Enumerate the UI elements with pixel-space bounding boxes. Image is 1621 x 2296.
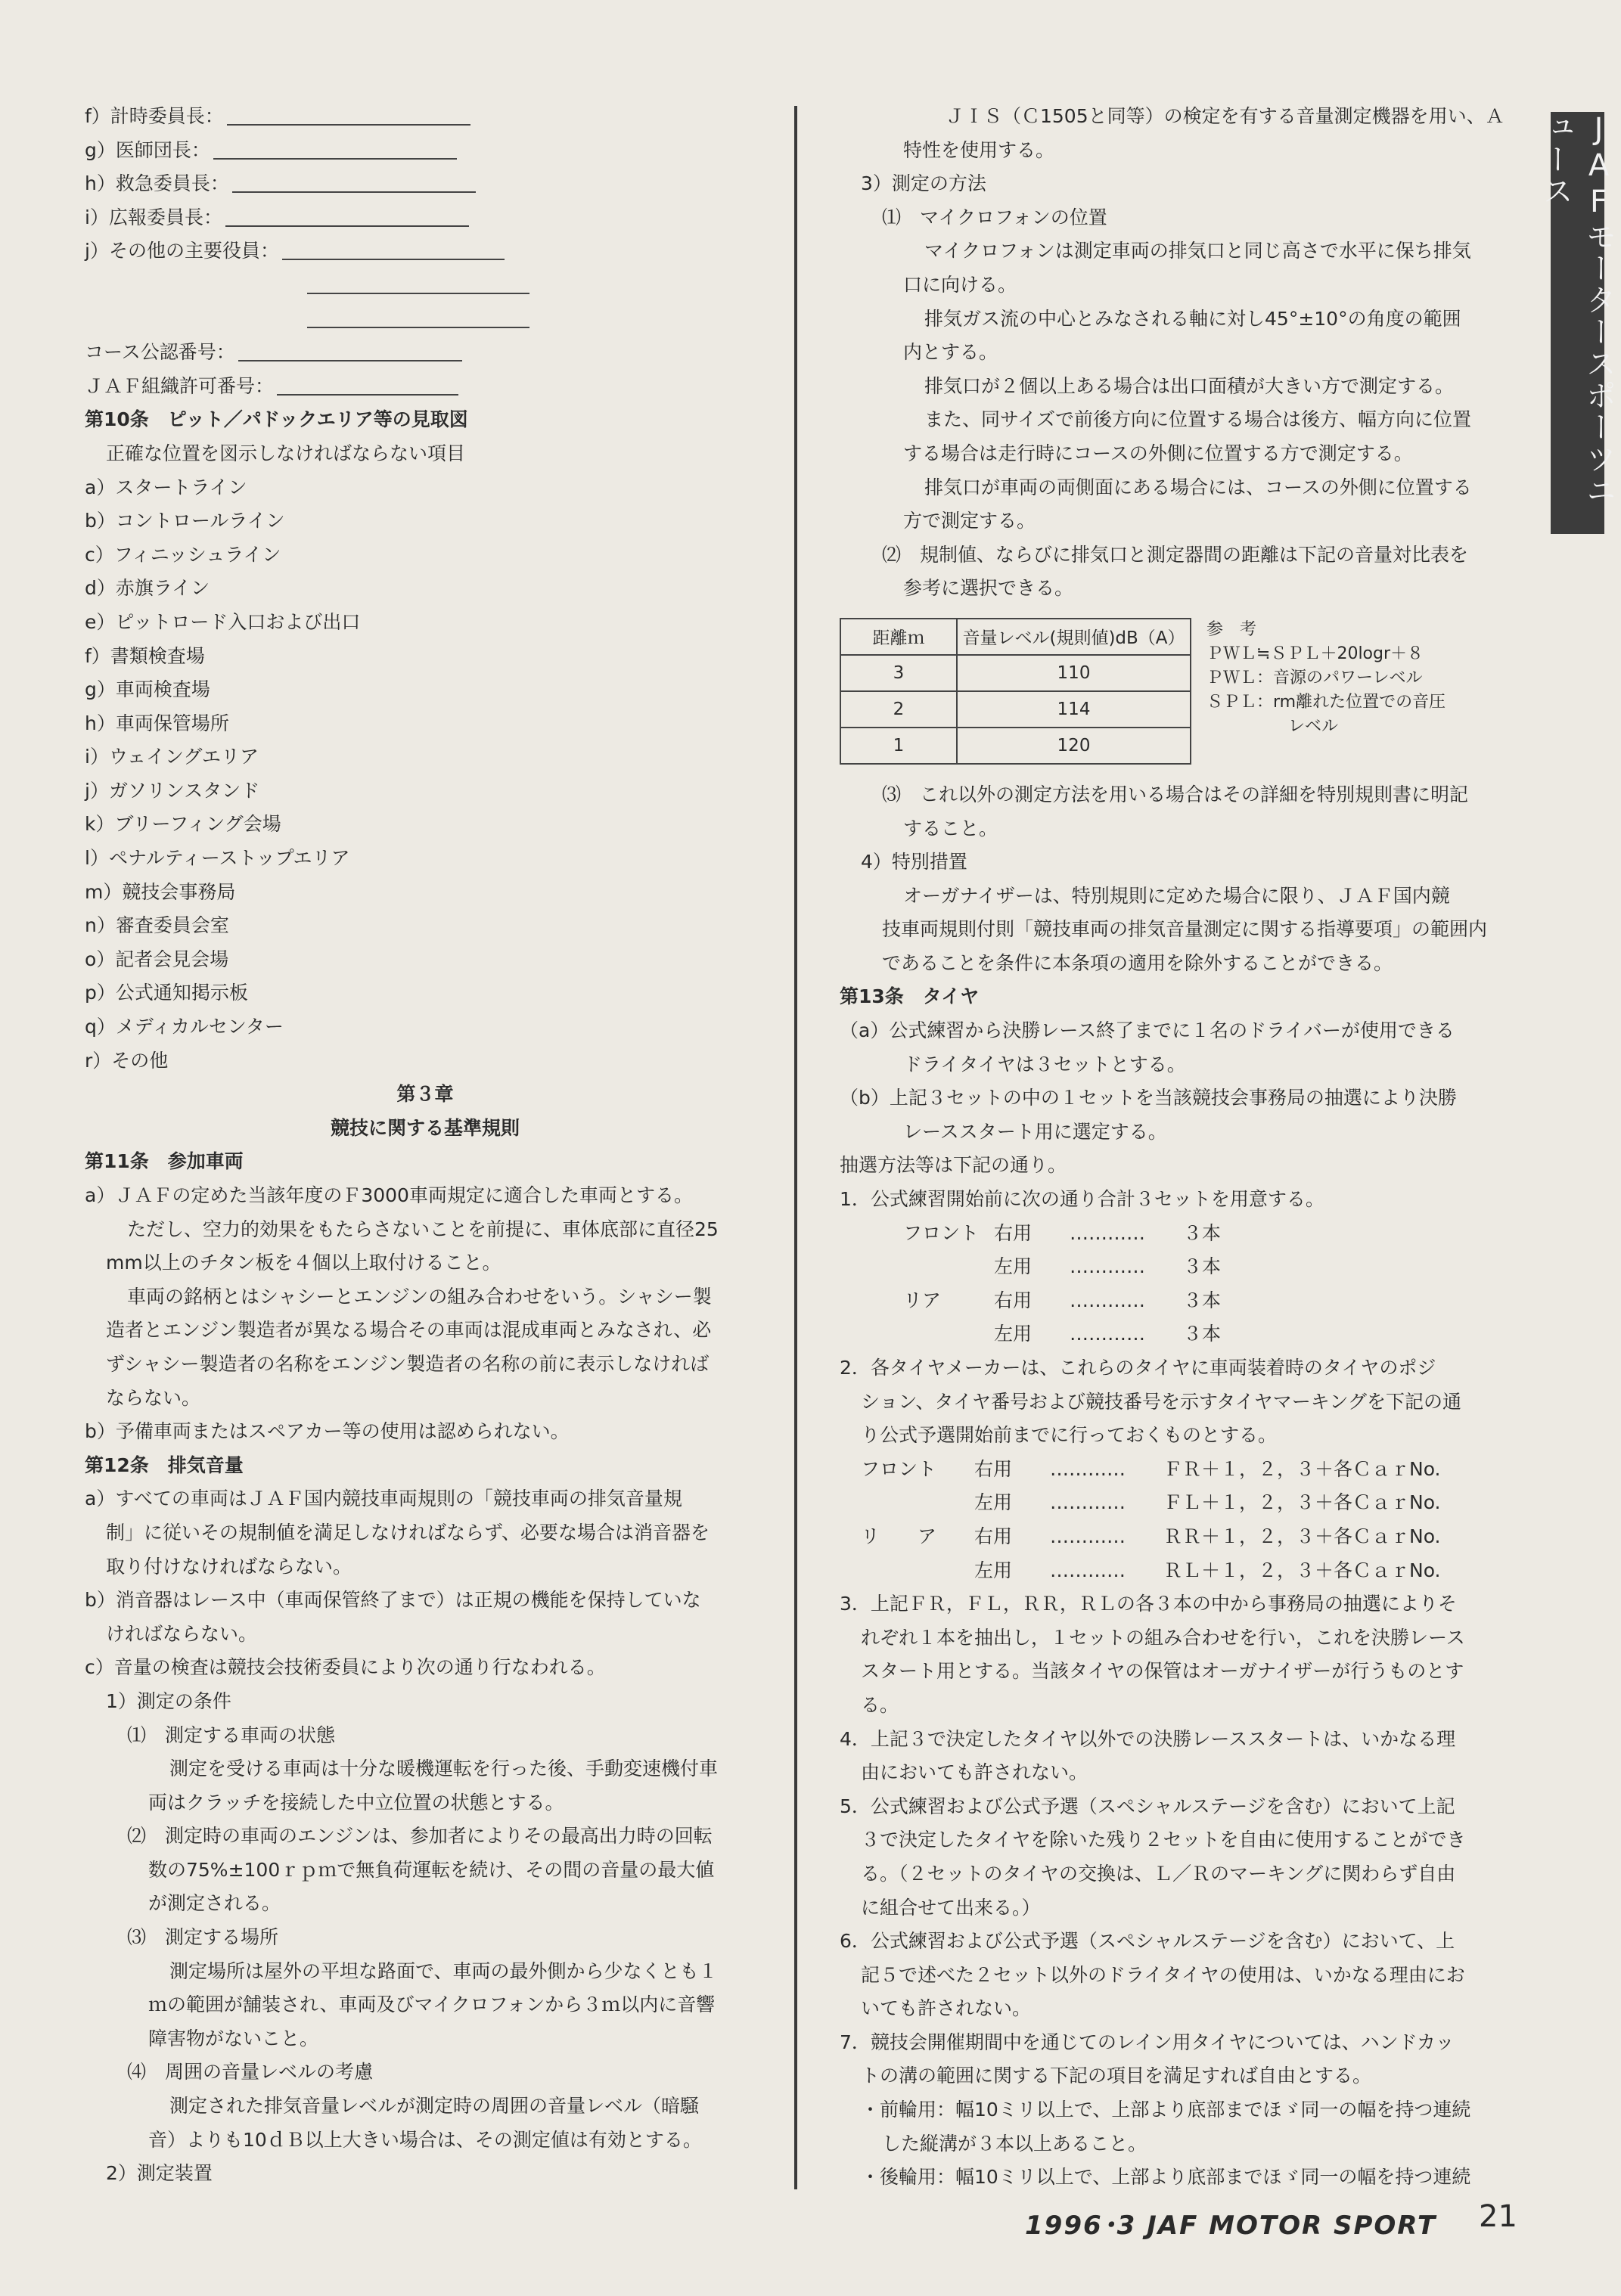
chapter-number: 第３章 xyxy=(396,1083,454,1106)
marking-row: フロント 右用 ………… ＦＲ＋１，２，３＋各ＣａｒNo. xyxy=(861,1457,1441,1480)
text-line: ⑵ 規制値、ならびに排気口と測定器間の距離は下記の音量対比表を xyxy=(882,543,1469,566)
table-header-cell: 距離ｍ xyxy=(840,619,957,655)
table-cell: 110 xyxy=(957,655,1191,691)
list-item: f）書類検査場 xyxy=(85,644,205,667)
text-line: ずシャシー製造者の名称をエンジン製造者の名称の前に表示しなければ xyxy=(106,1352,710,1375)
list-item: g）車両検査場 xyxy=(85,678,210,701)
text-line: 排気ガス流の中心とみなされる軸に対し45°±10°の角度の範囲 xyxy=(924,307,1461,330)
table-cell: 1 xyxy=(840,728,957,764)
text-line: c）音量の検査は競技会技術委員により次の通り行なわれる。 xyxy=(85,1656,606,1679)
article-12-title: 第12条 排気音量 xyxy=(85,1454,244,1476)
marking-row: 左用 ………… ＦＬ＋１，２，３＋各ＣａｒNo. xyxy=(974,1491,1441,1514)
blank-line xyxy=(227,104,470,126)
blank-line xyxy=(238,340,462,361)
text-line: ⑶ 測定する場所 xyxy=(127,1926,279,1949)
text-line: 特性を使用する。 xyxy=(903,138,1055,161)
text-line: 3）測定の方法 xyxy=(861,172,986,195)
note-line: レベル xyxy=(1288,716,1339,736)
tire-set-row: 左用 ………… ３本 xyxy=(994,1323,1222,1345)
article-10-intro: 正確な位置を図示しなければならない項目 xyxy=(106,442,466,464)
org-permit-line: ＪＡＦ組織許可番号： xyxy=(85,370,765,404)
text-line: る。 xyxy=(861,1693,899,1716)
table-header-row xyxy=(840,619,1191,655)
list-item: o）記者会見会場 xyxy=(85,948,229,970)
column-divider xyxy=(794,106,797,2189)
text-line: ⑵ 測定時の車両のエンジンは、参加者によりその最高出力時の回転 xyxy=(127,1825,713,1848)
tire-set-row: 左用 ………… ３本 xyxy=(994,1255,1222,1278)
text-line: ⑴ マイクロフォンの位置 xyxy=(882,206,1107,228)
text-line: マイクロフォンは測定車両の排気口と同じ高さで水平に保ち排気 xyxy=(924,240,1471,262)
list-item: i）ウェイングエリア xyxy=(85,746,259,768)
blank-row xyxy=(85,303,765,337)
text-line: 制」に従いその規制値を満足しなければならず、必要な場合は消音器を xyxy=(106,1521,710,1544)
official-line: i）広報委員長： xyxy=(85,201,765,235)
page-number: 21 xyxy=(1479,2199,1517,2234)
text-line: であることを条件に本条項の適用を除外することができる。 xyxy=(882,951,1393,974)
marking-row: 左用 ………… ＲＬ＋１，２，３＋各ＣａｒNo. xyxy=(974,1559,1441,1581)
official-line: f）計時委員長： xyxy=(85,100,765,134)
table-cell: 114 xyxy=(957,691,1191,728)
text-line: 内とする。 xyxy=(903,341,998,364)
table-note xyxy=(1206,618,1446,739)
tire-set-row: リア 右用 ………… ３本 xyxy=(903,1289,1222,1311)
official-line: j）その他の主要役員： xyxy=(85,234,765,268)
text-line: b）予備車両またはスペアカー等の使用は認められない。 xyxy=(85,1420,570,1443)
text-line: 抽選方法等は下記の通り。 xyxy=(840,1154,1067,1177)
section-side-tab: JAFモータースポーツニュース xyxy=(1551,112,1604,534)
text-line: 測定された排気音量レベルが測定時の周囲の音量レベル（暗騒 xyxy=(169,2095,700,2118)
course-number-line: コース公認番号： xyxy=(85,336,765,370)
table-cell: 2 xyxy=(840,691,957,728)
text-line: オーガナイザーは、特別規則に定めた場合に限り、ＪＡＦ国内競 xyxy=(903,884,1450,907)
text-line: 排気口が２個以上ある場合は出口面積が大きい方で測定する。 xyxy=(924,374,1455,397)
text-line: 口に向ける。 xyxy=(903,273,1017,296)
list-item: l）ペナルティーストップエリア xyxy=(85,847,350,870)
blank-line xyxy=(232,172,476,193)
text-line: ３で決定したタイヤを除いた残り２セットを自由に使用することができ xyxy=(861,1829,1466,1851)
official-line: h）救急委員長： xyxy=(85,167,765,201)
footer-issue: 1996･3 JAF MOTOR SPORT xyxy=(1025,2211,1437,2241)
note-line: ＳＰＬ：rm離れた位置での音圧 xyxy=(1206,692,1446,712)
list-item: e）ピットロード入口および出口 xyxy=(85,610,361,633)
text-line: ＪＩＳ（Ｃ1505と同等）の検定を有する音量測定機器を用い、Ａ xyxy=(946,105,1505,127)
note-line: ＰＷＬ≒ＳＰＬ＋20logr＋８ xyxy=(1206,644,1424,663)
text-line: （a）公式練習から決勝レース終了までに１名のドライバーが使用できる xyxy=(840,1019,1455,1042)
marking-row: リ ア 右用 ………… ＲＲ＋１，２，３＋各ＣａｒNo. xyxy=(861,1525,1441,1547)
text-line: 3．上記ＦＲ，ＦＬ，ＲＲ，ＲＬの各３本の中から事務局の抽選によりそ xyxy=(840,1593,1457,1615)
text-line: 測定を受ける車両は十分な暖機運転を行った後、手動変速機付車 xyxy=(169,1758,719,1780)
text-line: 両はクラッチを接続した中立位置の状態とする。 xyxy=(148,1791,564,1814)
text-line: ければならない。 xyxy=(106,1622,258,1645)
text-line: ただし、空力的効果をもたらさないことを前提に、車体底部に直径25 xyxy=(127,1218,719,1240)
list-item: c）フィニッシュライン xyxy=(85,543,281,566)
list-item: d）赤旗ライン xyxy=(85,577,210,600)
article-10-title: 第10条 ピット／パドックエリア等の見取図 xyxy=(85,408,468,431)
list-item: m）競技会事務局 xyxy=(85,880,236,903)
table-header-cell: 音量レベル(規則値)dB（A） xyxy=(957,619,1191,655)
blank-row xyxy=(85,268,765,303)
text-line: 方で測定する。 xyxy=(903,510,1036,532)
text-line: いても許されない。 xyxy=(861,1997,1032,2020)
blank-line xyxy=(307,273,529,294)
article-13-title: 第13条 タイヤ xyxy=(840,985,980,1008)
text-line: 由においても許されない。 xyxy=(861,1761,1088,1784)
list-item: j）ガソリンスタンド xyxy=(85,779,260,802)
text-line: b）消音器はレース中（車両保管終了まで）は正規の機能を保持していな xyxy=(85,1589,701,1612)
table-cell: 3 xyxy=(840,655,957,691)
text-line: ション、タイヤ番号および競技番号を示すタイヤマーキングを下記の通 xyxy=(861,1390,1462,1413)
table-row xyxy=(840,655,1191,691)
text-line: ・前輪用：幅10ミリ以上で、上部より底部までほゞ同一の幅を持つ連続 xyxy=(861,2099,1471,2121)
blank-line xyxy=(307,307,529,328)
text-line: 測定場所は屋外の平坦な路面で、車両の最外側から少なくとも１ xyxy=(169,1959,718,1982)
list-item: k）ブリーフィング会場 xyxy=(85,813,281,836)
text-line: 参考に選択できる。 xyxy=(903,577,1074,600)
text-line: 排気口が車両の両側面にある場合には、コースの外側に位置する xyxy=(924,476,1472,498)
blank-line xyxy=(225,206,469,227)
text-line: 2．各タイヤメーカーは、これらのタイヤに車両装着時のタイヤのポジ xyxy=(840,1357,1436,1379)
text-line: 1．公式練習開始前に次の通り合計３セットを用意する。 xyxy=(840,1188,1324,1211)
text-line: する場合は走行時にコースの外側に位置する方で測定する。 xyxy=(903,442,1413,464)
text-line: ならない。 xyxy=(106,1386,201,1409)
text-line: ⑴ 測定する車両の状態 xyxy=(127,1724,336,1746)
text-line: mm以上のチタン板を４個以上取付けること。 xyxy=(106,1252,502,1274)
text-line: 2）測定装置 xyxy=(106,2162,213,2185)
right-column xyxy=(840,100,1513,2195)
list-item: q）メディカルセンター xyxy=(85,1016,284,1038)
tire-set-row: フロント 右用 ………… ３本 xyxy=(903,1221,1222,1244)
text-line: り公式予選開始前までに行っておくものとする。 xyxy=(861,1424,1278,1447)
list-item: n）審査委員会室 xyxy=(85,914,229,937)
list-item: a）スタートライン xyxy=(85,476,247,498)
text-line: ｍの範囲が舗装され、車両及びマイクロフォンから３ｍ以内に音響 xyxy=(148,1993,716,2016)
text-line: した縦溝が３本以上あること。 xyxy=(882,2132,1147,2155)
text-line: る。（２セットのタイヤの交換は、Ｌ／Ｒのマーキングに関わらず自由 xyxy=(861,1862,1456,1885)
list-item: r）その他 xyxy=(85,1049,169,1072)
text-line: 4）特別措置 xyxy=(861,851,967,873)
text-line: ⑶ これ以外の測定方法を用いる場合はその詳細を特別規則書に明記 xyxy=(882,783,1469,805)
text-line: ・後輪用：幅10ミリ以上で、上部より底部までほゞ同一の幅を持つ連続 xyxy=(861,2166,1471,2189)
text-line: 障害物がないこと。 xyxy=(148,2027,319,2049)
chapter-title: 競技に関する基準規則 xyxy=(330,1116,520,1139)
text-line: すること。 xyxy=(903,817,998,839)
text-line: 取り付けなければならない。 xyxy=(106,1555,352,1578)
text-line: 数の75%±100ｒｐｍで無負荷運転を続け、その間の音量の最大値 xyxy=(148,1858,715,1881)
text-line: 1）測定の条件 xyxy=(106,1689,231,1712)
table-row xyxy=(840,728,1191,764)
text-line: 7．競技会開催期間中を通じてのレイン用タイヤについては、ハンドカッ xyxy=(840,2031,1455,2053)
text-line: 車両の銘柄とはシャシーとエンジンの組み合わせをいう。シャシー製 xyxy=(127,1285,712,1308)
text-line: ドライタイヤは３セットとする。 xyxy=(903,1053,1186,1075)
text-line: 6．公式練習および公式予選（スペシャルステージを含む）において、上 xyxy=(840,1930,1455,1953)
text-line: 音）よりも10ｄＢ以上大きい場合は、その測定値は有効とする。 xyxy=(148,2128,702,2151)
text-line: ⑷ 周囲の音量レベルの考慮 xyxy=(127,2061,374,2083)
text-line: スタート用とする。当該タイヤの保管はオーガナイザーが行うものとす xyxy=(861,1660,1464,1683)
text-line: 記５で述べた２セット以外のドライタイヤの使用は、いかなる理由にお xyxy=(861,1963,1465,1986)
blank-line xyxy=(277,374,458,396)
text-line: a）ＪＡＦの定めた当該年度のＦ3000車両規定に適合した車両とする。 xyxy=(85,1184,693,1206)
text-line: れぞれ１本を抽出し，１セットの組み合わせを行い，これを決勝レース xyxy=(861,1626,1465,1649)
article-11-title: 第11条 参加車両 xyxy=(85,1150,244,1173)
blank-line xyxy=(213,138,457,160)
list-item: p）公式通知掲示板 xyxy=(85,982,248,1004)
text-line: （b）上記３セットの中の１セットを当該競技会事務局の抽選により決勝 xyxy=(840,1087,1457,1109)
text-line: トの溝の範囲に関する下記の項目を満足すれば自由とする。 xyxy=(861,2065,1372,2087)
blank-line xyxy=(282,239,505,260)
text-line: レーススタート用に選定する。 xyxy=(903,1120,1167,1143)
note-line: ＰＷＬ：音源のパワーレベル xyxy=(1206,668,1423,687)
text-line: 造者とエンジン製造者が異なる場合その車両は混成車両とみなされ、必 xyxy=(106,1319,712,1342)
text-line: に組合せて出来る。） xyxy=(861,1896,1041,1919)
text-line: が測定される。 xyxy=(148,1892,281,1915)
left-column xyxy=(85,100,765,2191)
text-line: 技車両規則付則「競技車両の排気音量測定に関する指導要項」の範囲内 xyxy=(882,918,1488,941)
sound-level-table xyxy=(840,618,1191,765)
text-line: 4．上記３で決定したタイヤ以外での決勝レーススタートは、いかなる理 xyxy=(840,1727,1456,1750)
text-line: 5．公式練習および公式予選（スペシャルステージを含む）において上記 xyxy=(840,1795,1455,1817)
list-item: h）車両保管場所 xyxy=(85,712,229,734)
text-line: a）すべての車両はＪＡＦ国内競技車両規則の「競技車両の排気音量規 xyxy=(85,1488,682,1510)
table-cell: 120 xyxy=(957,728,1191,764)
official-line: g）医師団長： xyxy=(85,134,765,168)
table-row xyxy=(840,691,1191,728)
sound-level-table-block xyxy=(840,610,1513,768)
list-item: b）コントロールライン xyxy=(85,510,285,532)
note-line: 参 考 xyxy=(1206,619,1257,639)
text-line: また、同サイズで前後方向に位置する場合は後方、幅方向に位置 xyxy=(924,408,1472,431)
